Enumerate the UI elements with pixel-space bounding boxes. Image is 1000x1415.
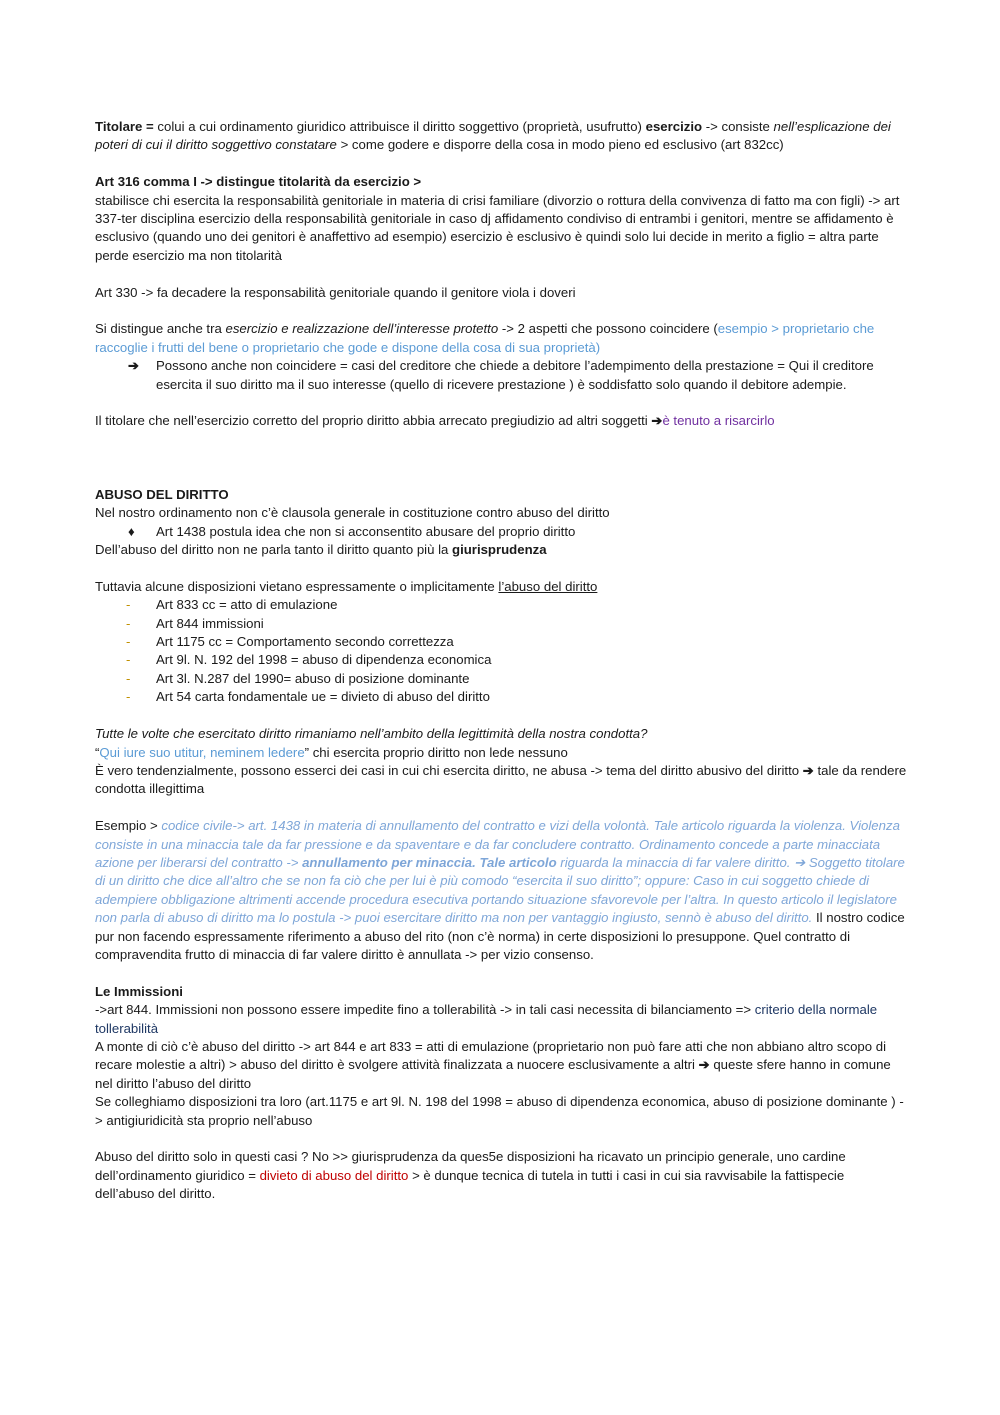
example-bold-text: annullamento per minaccia. Tale articolo xyxy=(302,854,557,870)
dash-bullet-icon: - xyxy=(126,689,131,705)
highlight-text: è tenuto a risarcirlo xyxy=(662,413,775,429)
bullet-list-item xyxy=(95,523,907,541)
example-text: codice civile-> art. 1438 in materia di annullamento del contratto e vizi della volontà. Tale articolo riguarda la violenza. Violenza consiste in una minaccia tale da far pressione e da spaventare e da far concludere contratto. Ordinamento concede a parte minacciata azione per liberarsi del contratto -> xyxy=(95,818,900,870)
paragraph-art-330: Art 330 -> fa decadere la responsabilità genitoriale quando il genitore viola i doveri xyxy=(95,284,576,300)
text: > come godere e disporre della cosa in modo pieno ed esclusivo (art 832cc) xyxy=(336,137,784,153)
highlight-text: criterio della normale tollerabilità xyxy=(95,1002,878,1036)
spacer xyxy=(95,1130,907,1148)
dash-list-item xyxy=(95,688,907,706)
dash-bullet-icon: - xyxy=(126,634,131,650)
text: È vero tendenzialmente, possono esserci dei casi in cui chi esercita diritto, ne abusa -> tema del diritto abusivo del diritto xyxy=(95,762,803,778)
spacer xyxy=(95,394,907,412)
paragraph-esempio xyxy=(95,817,907,964)
text: Tuttavia alcune disposizioni vietano espressamente o implicitamente xyxy=(95,578,499,594)
heading-art-316: Art 316 comma I -> distingue titolarità da esercizio > xyxy=(95,174,422,190)
example-text: riguarda la minaccia di far valere diritto. xyxy=(556,854,795,870)
question-legittimita: Tutte le volte che esercitato diritto rimaniamo nell’ambito della legittimità della nostra condotta? xyxy=(95,726,648,742)
quote-open: “ xyxy=(95,744,100,760)
dash-bullet-icon: - xyxy=(126,670,131,686)
dash-list-item xyxy=(95,651,907,669)
italic-text: nell’esplicazione dei poteri di cui il diritto soggettivo constatare xyxy=(95,119,891,153)
right-arrow-icon: ➔ xyxy=(802,762,814,778)
dash-list-item xyxy=(95,633,907,651)
underlined-text: l’abuso del diritto xyxy=(498,578,598,594)
heading-abuso: ABUSO DEL DIRITTO xyxy=(95,486,229,502)
text: -> consiste xyxy=(702,119,774,134)
text: tale da rendere condotta illegittima xyxy=(95,762,907,797)
spacer xyxy=(95,302,907,320)
paragraph-abuso: Nel nostro ordinamento non c’è clausola generale in costituzione contro abuso del diritto xyxy=(95,505,610,521)
text: Dell’abuso del diritto non ne parla tanto il diritto quanto più la xyxy=(95,542,453,558)
term-esercizio: esercizio xyxy=(645,119,703,134)
paragraph-disposizioni xyxy=(95,578,907,596)
paragraph-diritto-abusivo xyxy=(95,762,907,799)
dash-list-item xyxy=(95,670,907,688)
example-text: Soggetto titolare di un diritto che dice all’altro che se non fa ciò che per lui è più comodo “esercita il suo diritto”; oppure: Caso in cui soggetto chiede di adempiere obbligazione altrimenti accende procedura esecutiva portando situazione sfavorevole per l’altra. In questo articolo il legislatore non parla di abuso di diritto ma lo postula -> puoi esercitare diritto ma non per vantaggio ingiusto, sennò è abuso del diritto. xyxy=(95,854,905,926)
text: Si distingue anche tra xyxy=(95,321,226,337)
dash-bullet-icon: - xyxy=(126,597,131,613)
dash-bullet-icon: - xyxy=(126,615,131,631)
paragraph-giurisprudenza xyxy=(95,541,907,559)
paragraph-distingue xyxy=(95,320,907,357)
arrow-list-item xyxy=(95,357,907,394)
text: Abuso del diritto solo in questi casi ? No >> giurisprudenza da ques5e disposizioni ha ricavato un principio generale, uno cardine dell’ordinamento giuridico = xyxy=(95,1149,846,1183)
list-item-text: Art 3l. N.287 del 1990= abuso di posizione dominante xyxy=(156,670,470,686)
spacer xyxy=(95,155,907,173)
list-item-text: Art 833 cc = atto di emulazione xyxy=(156,597,338,613)
paragraph-risarcimento xyxy=(95,412,907,430)
right-arrow-icon: ➔ xyxy=(128,358,140,374)
text: queste sfere hanno in comune nel diritto l’abuso del diritto xyxy=(95,1057,891,1091)
list-item-text: Art 1175 cc = Comportamento secondo correttezza xyxy=(156,634,454,650)
list-item-text: Art 1438 postula idea che non si acconsentito abusare del proprio diritto xyxy=(156,523,576,539)
paragraph-immissioni-3: Se colleghiamo disposizioni tra loro (art.1175 e art 9l. N. 198 del 1998 = abuso di dipendenza economica, abuso di posizione dominante ) -> antigiuridicità sta proprio nell’abuso xyxy=(95,1094,904,1128)
text: colui a cui ordinamento giuridico attribuisce il diritto soggettivo (proprietà, usufrutto) xyxy=(153,119,646,134)
dash-bullet-icon: - xyxy=(126,652,131,668)
spacer xyxy=(95,559,907,577)
text: ->art 844. Immissioni non possono essere impedite fino a tollerabilità -> in tali casi necessita di bilanciamento => xyxy=(95,1002,755,1018)
text: > è dunque tecnica di tutela in tutti i casi in cui sia ravvisabile la fattispecie dell’abuso del diritto. xyxy=(95,1167,845,1202)
spacer xyxy=(95,964,907,982)
right-arrow-icon: ➔ xyxy=(698,1057,710,1073)
document-page xyxy=(95,118,907,1204)
dash-list-item xyxy=(95,615,907,633)
bold-text: giurisprudenza xyxy=(452,542,547,558)
right-arrow-icon: ➔ xyxy=(794,854,806,870)
spacer xyxy=(95,265,907,283)
spacer xyxy=(95,799,907,817)
paragraph-immissioni-1 xyxy=(95,1001,907,1038)
dash-list-item xyxy=(95,596,907,614)
paragraph-finale xyxy=(95,1148,907,1203)
heading-immissioni: Le Immissioni xyxy=(95,983,183,999)
diamond-bullet-icon: ♦ xyxy=(128,523,135,539)
text: A monte di ciò c’è abuso del diritto -> art 844 e art 833 = atti di emulazione (proprietario non può fare atti che non abbiano altro scopo di recare molestie a altri) > abuso del diritto è svolgere attività finalizzata a nuocere esclusivamente a altri xyxy=(95,1038,887,1073)
list-item-text: Art 9l. N. 192 del 1998 = abuso di dipendenza economica xyxy=(156,652,492,668)
text: ” chi esercita proprio diritto non lede nessuno xyxy=(304,744,568,760)
spacer xyxy=(95,431,907,486)
latin-maxim: Qui iure suo utitur, neminem ledere xyxy=(99,744,305,760)
italic-text: esercizio e realizzazione dell’interesse protetto xyxy=(225,321,499,337)
right-arrow-icon: ➔ xyxy=(651,413,663,429)
list-item-text: Art 54 carta fondamentale ue = divieto di abuso del diritto xyxy=(156,689,490,705)
paragraph-immissioni-2 xyxy=(95,1038,907,1093)
paragraph-titolare xyxy=(95,118,907,155)
highlight-text: divieto di abuso del diritto xyxy=(259,1167,409,1183)
text: Il nostro codice pur non facendo espressamente riferimento a abuso del rito (non c’è norma) in certe disposizioni lo presuppone. Quel contratto di compravendita frutto di minaccia di far valere diritto è annullata -> per vizio consenso. xyxy=(95,910,905,962)
latin-maxim-line xyxy=(95,744,907,762)
label-esempio: Esempio > xyxy=(95,818,162,834)
text: Il titolare che nell’esercizio corretto del proprio diritto abbia arrecato pregiudizio ad altri soggetti xyxy=(95,413,652,429)
example-text: esempio > proprietario che raccoglie i frutti del bene o proprietario che gode e dispone della cosa di sua proprietà) xyxy=(95,321,875,355)
spacer xyxy=(95,707,907,725)
paragraph-art-316: stabilisce chi esercita la responsabilità genitoriale in materia di crisi familiare (divorzio o rottura della convivenza di fatto ma con figli) -> art 337-ter disciplina esercizio della responsabilità genitoriale in caso dj affidamento condiviso di entrambi i genitori, mentre se affidamento è esclusivo (quando uno dei genitori è anaffettivo ad esempio) esercizio è esclusivo è quindi solo lui decide in merito a figlio = altra parte perde esercizio ma non titolarità xyxy=(95,192,900,263)
term-titolare: Titolare = xyxy=(95,119,154,134)
list-item-text: Art 844 immissioni xyxy=(156,615,264,631)
list-item-text: Possono anche non coincidere = casi del creditore che chiede a debitore l’adempimento della prestazione = Qui il creditore esercita il suo diritto ma il suo interesse (quello di ricevere prestazione ) è soddisfatto solo quando il debitore adempie. xyxy=(156,358,874,392)
text: -> 2 aspetti che possono coincidere ( xyxy=(498,321,718,337)
